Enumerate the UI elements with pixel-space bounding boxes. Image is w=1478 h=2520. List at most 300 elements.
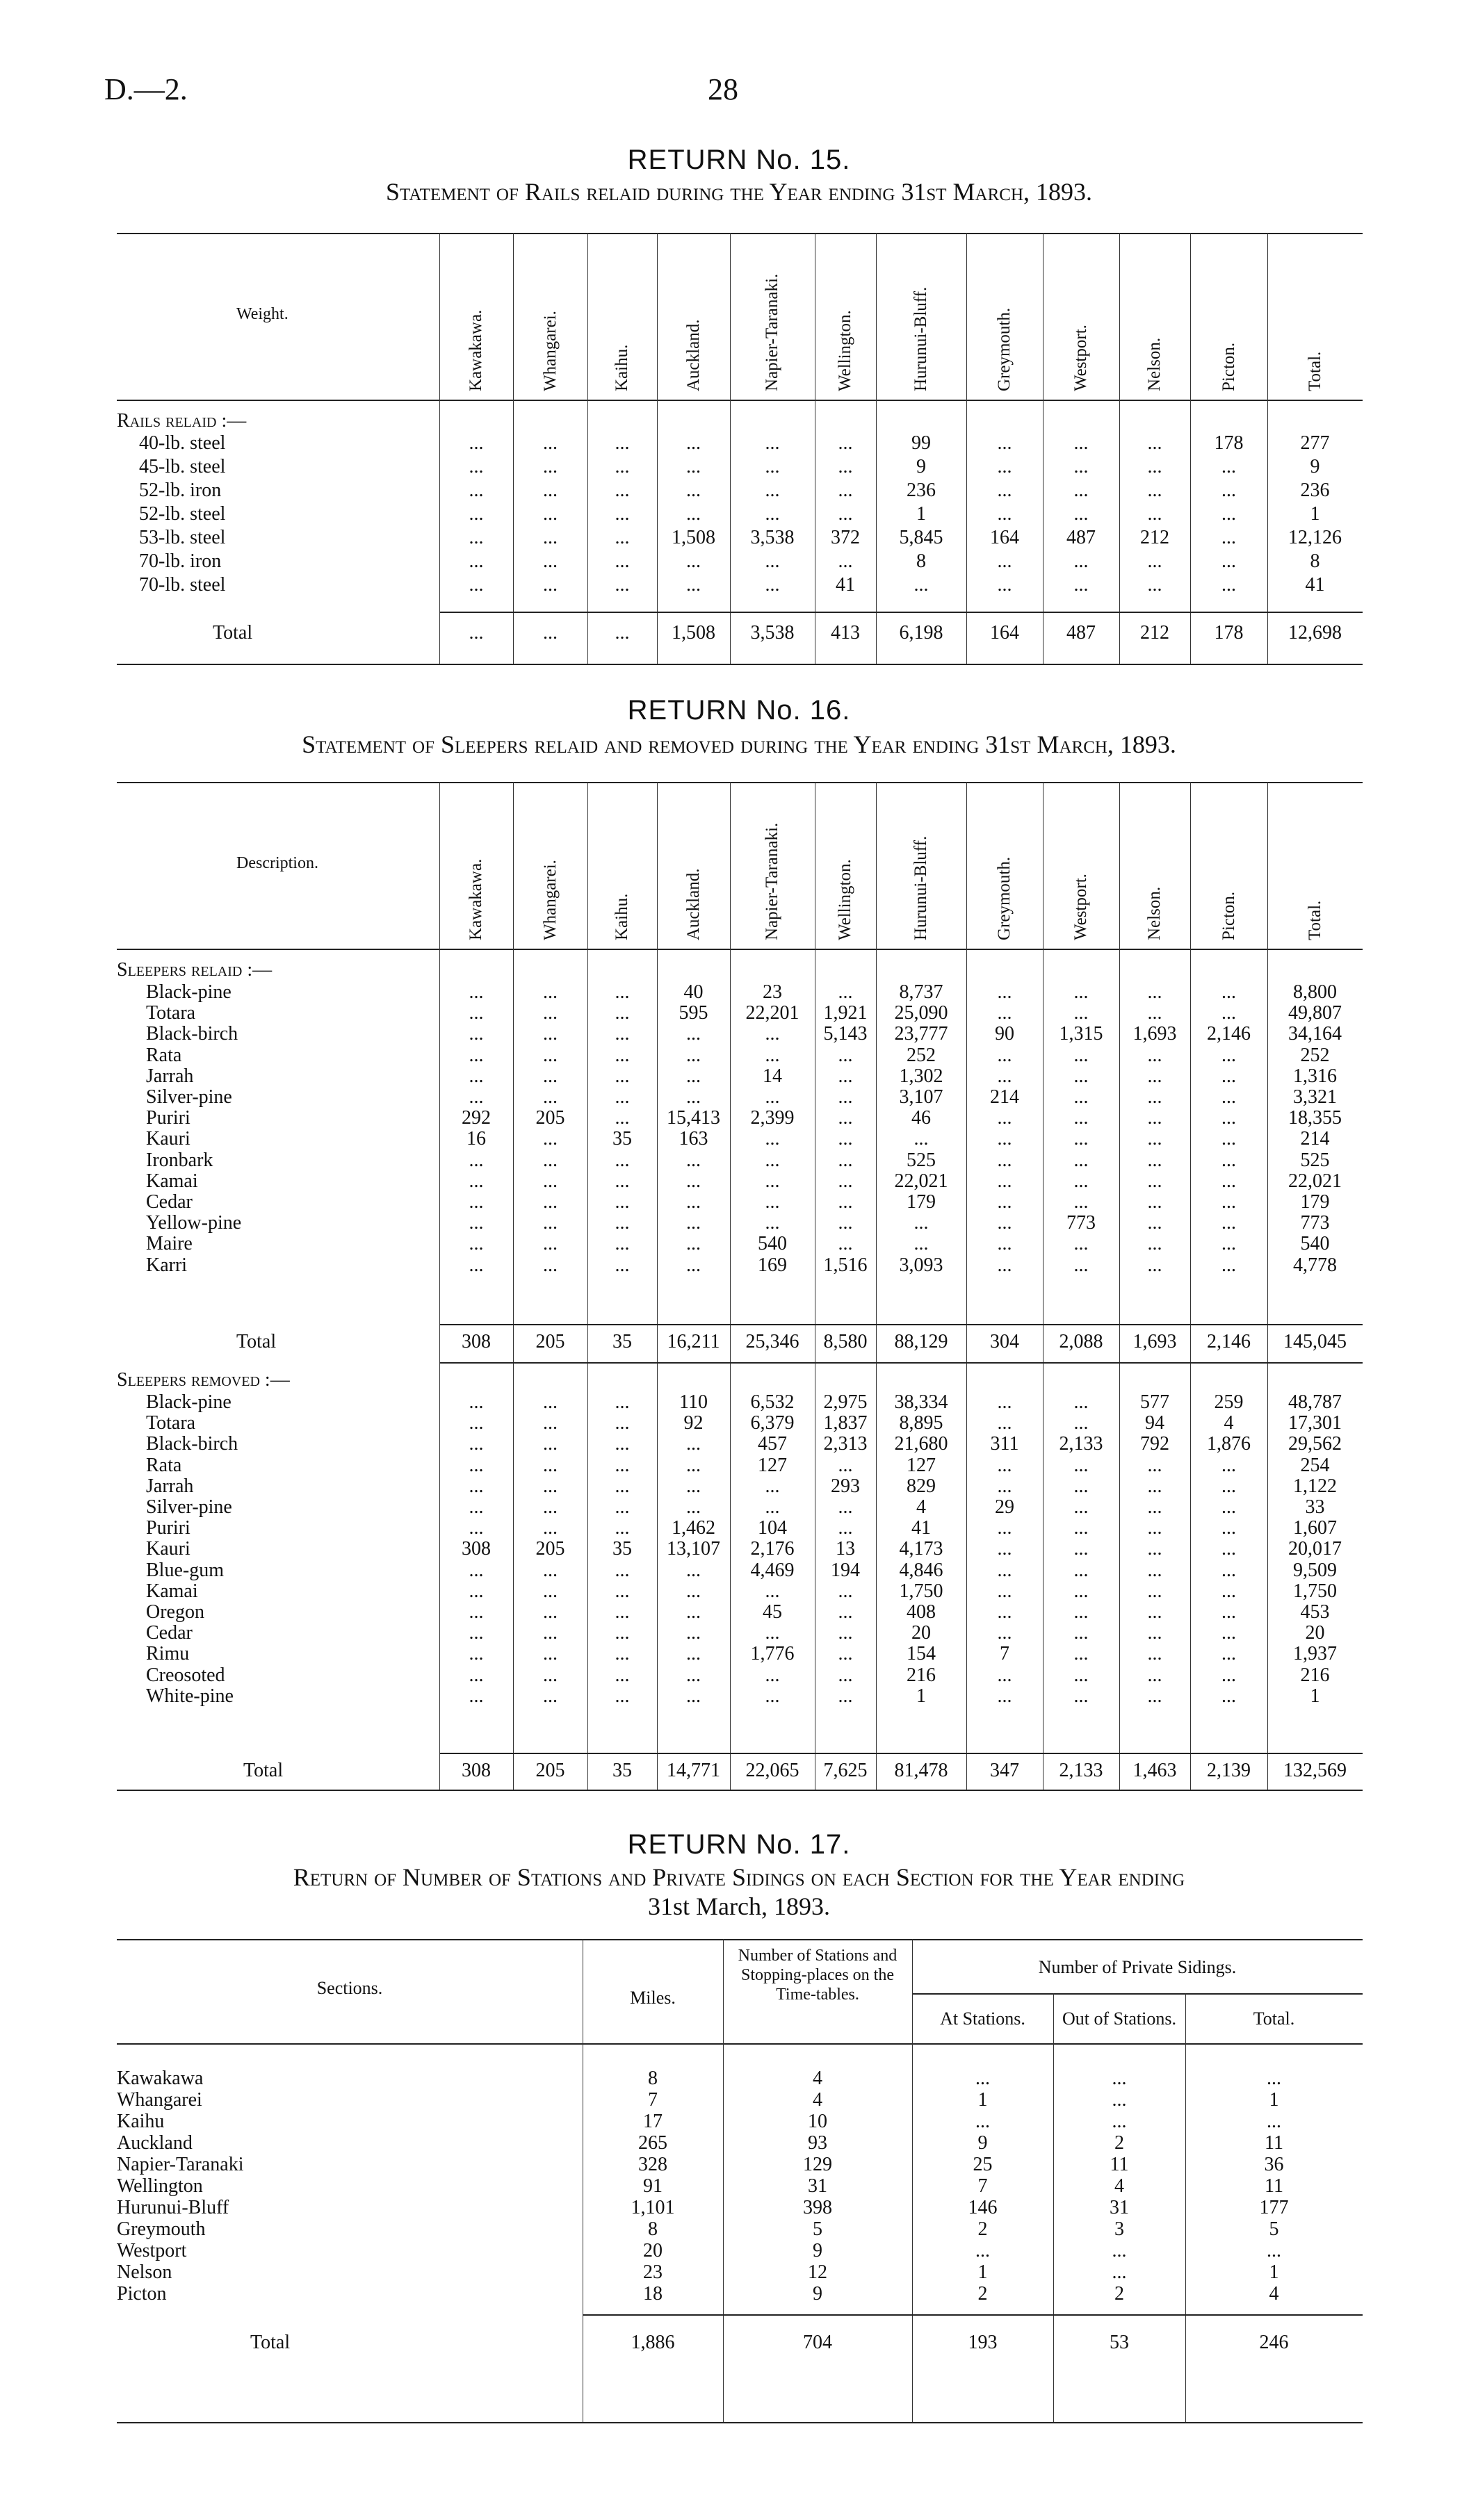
removed-row-cell: ...	[686, 1433, 701, 1455]
section-row-cell: ...	[1112, 2111, 1127, 2132]
relaid-row-cell: ...	[997, 1002, 1012, 1024]
rails-total-cell: 487	[1066, 622, 1096, 644]
removed-row-cell: 13,107	[667, 1538, 720, 1560]
relaid-row-cell: ...	[469, 1191, 484, 1213]
removed-row-cell: ...	[1073, 1601, 1089, 1623]
relaid-row-cell: ...	[686, 1254, 701, 1276]
relaid-row-cell: ...	[543, 1086, 558, 1108]
return-17-title: RETURN No. 17.	[627, 1829, 851, 1860]
removed-row-cell: 94	[1145, 1412, 1164, 1434]
section-row-cell: ...	[1112, 2089, 1127, 2111]
rails-row-cell: ...	[765, 503, 780, 525]
column-header-2: Whangarei.	[540, 311, 560, 391]
section-row-cell: 31	[808, 2175, 827, 2197]
relaid-row-cell: ...	[615, 1086, 630, 1108]
relaid-row-cell: 179	[907, 1191, 936, 1213]
rails-row-cell: ...	[765, 432, 780, 454]
relaid-row-cell: 214	[990, 1086, 1019, 1108]
relaid-row-cell: ...	[1221, 981, 1236, 1003]
section-row-cell: 7	[648, 2089, 658, 2111]
section-row-cell: 4	[1114, 2175, 1124, 2197]
relaid-row-cell: ...	[1221, 1086, 1236, 1108]
relaid-row-cell: 2,399	[750, 1107, 795, 1129]
removed-row-cell: 2,133	[1059, 1433, 1103, 1455]
relaid-row-cell: ...	[1073, 1170, 1089, 1192]
removed-row-cell: ...	[838, 1622, 853, 1644]
removed-row-cell: ...	[997, 1685, 1012, 1707]
relaid-row-cell: ...	[838, 1170, 853, 1192]
relaid-row-cell: 34,164	[1288, 1023, 1342, 1045]
column-header-10: Nelson.	[1145, 886, 1164, 940]
relaid-row-cell: ...	[686, 1023, 701, 1045]
page-header	[0, 66, 1478, 122]
removed-row-cell: 13	[836, 1538, 855, 1560]
relaid-row-cell: 90	[995, 1023, 1014, 1045]
rails-row-cell: ...	[997, 574, 1012, 596]
removed-row-cell: ...	[686, 1454, 701, 1476]
removed-row-cell: ...	[838, 1664, 853, 1686]
rails-row-cell: 5,845	[899, 527, 943, 548]
column-header-7: Hurunui-Bluff.	[911, 286, 930, 391]
relaid-row-cell: ...	[543, 1002, 558, 1024]
column-header-12: Total.	[1305, 351, 1324, 391]
relaid-row-cell: ...	[1147, 1191, 1162, 1213]
removed-row-cell: ...	[543, 1559, 558, 1581]
relaid-row-cell: ...	[1221, 1107, 1236, 1129]
row-label: Jarrah	[146, 1475, 194, 1497]
relaid-row-cell: ...	[1221, 1065, 1236, 1087]
section-label: Greymouth	[117, 2218, 206, 2240]
removed-row-cell: ...	[469, 1559, 484, 1581]
removed-row-cell: ...	[469, 1391, 484, 1413]
relaid-row-cell: ...	[913, 1233, 929, 1255]
private-sidings-rule	[912, 1993, 1363, 1995]
header-rule	[117, 400, 1363, 401]
section-label: Wellington	[117, 2175, 203, 2197]
relaid-total-cell: 1,693	[1132, 1331, 1177, 1352]
removed-row-cell: 127	[758, 1454, 787, 1476]
row-label: Rata	[146, 1044, 182, 1066]
rails-row-cell: 1,508	[672, 527, 715, 548]
relaid-row-cell: 1,302	[899, 1065, 943, 1087]
removed-row-cell: 2,176	[750, 1538, 795, 1560]
relaid-row-cell: 1,316	[1293, 1065, 1337, 1087]
section-label: Hurunui-Bluff	[117, 2197, 229, 2218]
rails-row-cell: ...	[1073, 550, 1089, 572]
column-header-11: Picton.	[1219, 342, 1238, 391]
relaid-row-cell: ...	[469, 1149, 484, 1171]
relaid-row-cell: ...	[765, 1023, 780, 1045]
section-row-cell: 328	[638, 2154, 667, 2175]
row-label: 70-lb. iron	[139, 550, 222, 572]
removed-row-cell: 2,313	[823, 1433, 868, 1455]
relaid-row-cell: 16	[466, 1128, 486, 1150]
section-row-cell: 17	[643, 2111, 663, 2132]
sections-header: Sections.	[316, 1978, 383, 1998]
removed-row-cell: ...	[469, 1643, 484, 1665]
removed-row-cell: ...	[1073, 1664, 1089, 1686]
section-row-cell: 5	[1269, 2218, 1279, 2240]
relaid-row-cell: ...	[838, 1107, 853, 1129]
removed-row-cell: ...	[1073, 1391, 1089, 1413]
row-label: 45-lb. steel	[139, 456, 226, 477]
relaid-row-cell: 8,800	[1293, 981, 1337, 1003]
total-rule	[439, 1324, 1363, 1325]
removed-row-cell: ...	[997, 1412, 1012, 1434]
relaid-total-cell: 35	[612, 1331, 632, 1352]
removed-row-cell: ...	[1221, 1643, 1236, 1665]
relaid-row-cell: ...	[1221, 1191, 1236, 1213]
total-label: Total	[250, 2332, 291, 2353]
rails-row-cell: ...	[997, 456, 1012, 477]
relaid-total-cell: 16,211	[667, 1331, 720, 1352]
rails-row-cell: ...	[997, 503, 1012, 525]
relaid-row-cell: 22,021	[1288, 1170, 1342, 1192]
rails-row-cell: 236	[1300, 480, 1330, 501]
row-label: Blue-gum	[146, 1559, 224, 1581]
rails-row-cell: ...	[838, 432, 853, 454]
removed-total-cell: 132,569	[1283, 1760, 1347, 1781]
relaid-row-cell: ...	[469, 1170, 484, 1192]
relaid-row-cell: 292	[462, 1107, 491, 1129]
relaid-row-cell: ...	[615, 1233, 630, 1255]
row-label: Creosoted	[146, 1664, 225, 1686]
rails-row-cell: 41	[836, 574, 855, 596]
relaid-row-cell: ...	[543, 1254, 558, 1276]
removed-row-cell: 457	[758, 1433, 787, 1455]
rails-row-cell: ...	[1147, 432, 1162, 454]
column-header-6: Wellington.	[836, 310, 854, 391]
removed-row-cell: 1,122	[1293, 1475, 1337, 1497]
row-label: Oregon	[146, 1601, 204, 1623]
section-row-cell: 36	[1264, 2154, 1284, 2175]
relaid-row-cell: ...	[615, 1191, 630, 1213]
removed-row-cell: ...	[1147, 1538, 1162, 1560]
column-header-5: Napier-Taranaki.	[763, 822, 781, 940]
removed-row-cell: 104	[758, 1517, 787, 1539]
removed-row-cell: 6,532	[750, 1391, 795, 1413]
removed-row-cell: ...	[686, 1685, 701, 1707]
return-15-title: RETURN No. 15.	[627, 145, 851, 175]
relaid-row-cell: 1,921	[823, 1002, 868, 1024]
column-header-1: Kawakawa.	[466, 309, 485, 391]
header-rule	[117, 949, 1363, 950]
removed-row-cell: ...	[469, 1454, 484, 1476]
removed-row-cell: ...	[1221, 1622, 1236, 1644]
relaid-row-cell: 1,693	[1132, 1023, 1177, 1045]
relaid-row-cell: ...	[1147, 981, 1162, 1003]
row-label: Kamai	[146, 1580, 198, 1602]
removed-row-cell: 7	[1000, 1643, 1009, 1665]
rails-row-cell: ...	[1073, 480, 1089, 501]
row-label: Ironbark	[146, 1149, 213, 1171]
relaid-row-cell: ...	[615, 1044, 630, 1066]
relaid-row-cell: 3,093	[899, 1254, 943, 1276]
column-header-11: Picton.	[1219, 891, 1238, 940]
relaid-row-cell: ...	[765, 1191, 780, 1213]
relaid-row-cell: ...	[1147, 1149, 1162, 1171]
row-header-label: Description.	[236, 854, 318, 872]
removed-row-cell: ...	[543, 1622, 558, 1644]
relaid-row-cell: ...	[838, 1044, 853, 1066]
relaid-row-cell: ...	[838, 1128, 853, 1150]
relaid-row-cell: ...	[765, 1149, 780, 1171]
relaid-row-cell: 3,107	[899, 1086, 943, 1108]
rails-row-cell: 164	[990, 527, 1019, 548]
relaid-row-cell: ...	[997, 1044, 1012, 1066]
relaid-total-cell: 88,129	[894, 1331, 948, 1352]
rails-row-cell: 9	[916, 456, 926, 477]
removed-row-cell: ...	[1073, 1559, 1089, 1581]
section-row-cell: ...	[975, 2068, 990, 2089]
relaid-total-cell: 8,580	[823, 1331, 868, 1352]
rails-row-cell: ...	[913, 574, 929, 596]
removed-row-cell: ...	[765, 1622, 780, 1644]
relaid-row-cell: ...	[615, 1023, 630, 1045]
section-row-cell: 10	[808, 2111, 827, 2132]
total-rule	[439, 1753, 1363, 1754]
relaid-row-cell: 2,146	[1207, 1023, 1251, 1045]
relaid-row-cell: ...	[1221, 1212, 1236, 1234]
section-row-cell: 1,101	[631, 2197, 675, 2218]
removed-row-cell: ...	[615, 1517, 630, 1539]
group-label: Rails relaid :—	[117, 410, 247, 432]
removed-row-cell: ...	[765, 1496, 780, 1518]
removed-row-cell: 41	[911, 1517, 931, 1539]
removed-row-cell: ...	[615, 1601, 630, 1623]
column-header-10: Nelson.	[1145, 337, 1164, 391]
table-bottom-rule	[117, 1790, 1363, 1791]
relaid-row-cell: ...	[913, 1212, 929, 1234]
removed-total-cell: 7,625	[823, 1760, 868, 1781]
rails-row-cell: 372	[831, 527, 860, 548]
removed-row-cell: ...	[469, 1496, 484, 1518]
relaid-row-cell: ...	[838, 1212, 853, 1234]
relaid-row-cell: 163	[679, 1128, 708, 1150]
relaid-row-cell: ...	[469, 1086, 484, 1108]
row-label: Karri	[146, 1254, 188, 1276]
removed-row-cell: 48,787	[1288, 1391, 1342, 1413]
section-row-cell: ...	[1112, 2068, 1127, 2089]
rails-row-cell: ...	[469, 550, 484, 572]
removed-row-cell: ...	[765, 1664, 780, 1686]
rails-row-cell: ...	[469, 527, 484, 548]
section-label: Kaihu	[117, 2111, 165, 2132]
removed-total-cell: 205	[535, 1760, 565, 1781]
relaid-row-cell: 252	[1300, 1044, 1330, 1066]
removed-row-cell: 308	[462, 1538, 491, 1560]
removed-row-cell: ...	[686, 1580, 701, 1602]
removed-row-cell: ...	[1147, 1664, 1162, 1686]
removed-row-cell: ...	[686, 1475, 701, 1497]
removed-row-cell: 154	[907, 1643, 936, 1665]
relaid-row-cell: ...	[1147, 1233, 1162, 1255]
rails-row-cell: ...	[1221, 574, 1236, 596]
relaid-row-cell: ...	[765, 1128, 780, 1150]
relaid-row-cell: ...	[1221, 1128, 1236, 1150]
removed-row-cell: ...	[1147, 1475, 1162, 1497]
removed-row-cell: 205	[535, 1538, 565, 1560]
removed-row-cell: ...	[1147, 1559, 1162, 1581]
relaid-total-cell: 205	[535, 1331, 565, 1352]
removed-row-cell: ...	[997, 1559, 1012, 1581]
section-label: Kawakawa	[117, 2068, 204, 2089]
removed-row-cell: ...	[838, 1685, 853, 1707]
removed-row-cell: ...	[615, 1559, 630, 1581]
rails-total-cell: ...	[543, 622, 558, 644]
relaid-row-cell: 3,321	[1293, 1086, 1337, 1108]
removed-row-cell: 453	[1300, 1601, 1330, 1623]
column-header-9: Westport.	[1071, 874, 1090, 940]
rails-row-cell: ...	[469, 456, 484, 477]
section-row-cell: ...	[975, 2111, 990, 2132]
rails-total-cell: ...	[615, 622, 630, 644]
private-sidings-header: Number of Private Sidings.	[1038, 1957, 1237, 1977]
section-row-cell: ...	[1112, 2240, 1127, 2261]
relaid-row-cell: ...	[1221, 1170, 1236, 1192]
removed-row-cell: ...	[686, 1664, 701, 1686]
removed-row-cell: ...	[686, 1559, 701, 1581]
removed-row-cell: ...	[615, 1391, 630, 1413]
removed-row-cell: ...	[1073, 1685, 1089, 1707]
section-label: Whangarei	[117, 2089, 202, 2111]
removed-row-cell: ...	[469, 1580, 484, 1602]
relaid-row-cell: ...	[469, 1044, 484, 1066]
row-label: Black-birch	[146, 1023, 238, 1045]
relaid-row-cell: ...	[686, 1065, 701, 1087]
relaid-row-cell: ...	[1073, 1107, 1089, 1129]
relaid-row-cell: ...	[469, 1212, 484, 1234]
row-label: Puriri	[146, 1517, 190, 1539]
removed-total-cell: 81,478	[894, 1760, 948, 1781]
removed-row-cell: ...	[838, 1517, 853, 1539]
section-label: Westport	[117, 2240, 187, 2261]
relaid-row-cell: ...	[686, 1233, 701, 1255]
relaid-total-cell: 2,088	[1059, 1331, 1103, 1352]
removed-row-cell: 254	[1300, 1454, 1330, 1476]
removed-row-cell: ...	[838, 1454, 853, 1476]
section-row-cell: 2	[977, 2283, 988, 2305]
section-row-cell: 4	[1269, 2283, 1279, 2305]
removed-row-cell: ...	[469, 1475, 484, 1497]
relaid-total-cell: 145,045	[1283, 1331, 1347, 1352]
removed-row-cell: ...	[1147, 1601, 1162, 1623]
relaid-row-cell: ...	[686, 1086, 701, 1108]
removed-row-cell: ...	[1147, 1454, 1162, 1476]
section-row-cell: 3	[1114, 2218, 1124, 2240]
relaid-row-cell: ...	[1073, 1002, 1089, 1024]
relaid-row-cell: 214	[1300, 1128, 1330, 1150]
relaid-row-cell: ...	[838, 1191, 853, 1213]
section-row-cell: 146	[968, 2197, 998, 2218]
rails-row-cell: 8	[916, 550, 926, 572]
relaid-row-cell: ...	[1073, 1191, 1089, 1213]
removed-row-cell: ...	[838, 1601, 853, 1623]
section-row-cell: 91	[643, 2175, 663, 2197]
removed-row-cell: 259	[1214, 1391, 1244, 1413]
removed-row-cell: ...	[469, 1622, 484, 1644]
section-row-cell: 20	[643, 2240, 663, 2261]
return-17-subtitle: Return of Number of Stations and Private Sidings on each Section for the Year ending	[293, 1863, 1185, 1891]
removed-row-cell: ...	[997, 1622, 1012, 1644]
row-label: 53-lb. steel	[139, 527, 226, 548]
removed-row-cell: 1,750	[899, 1580, 943, 1602]
section-label: Nelson	[117, 2261, 172, 2283]
removed-row-cell: ...	[997, 1475, 1012, 1497]
removed-row-cell: ...	[997, 1664, 1012, 1686]
relaid-row-cell: 5,143	[823, 1023, 868, 1045]
column-header-7: Hurunui-Bluff.	[911, 835, 930, 940]
section-row-cell: 2	[1114, 2132, 1124, 2154]
relaid-row-cell: ...	[838, 1149, 853, 1171]
relaid-row-cell: 4,778	[1293, 1254, 1337, 1276]
section-row-cell: 9	[813, 2283, 822, 2305]
row-label: Yellow-pine	[146, 1212, 242, 1234]
relaid-row-cell: ...	[686, 1044, 701, 1066]
relaid-row-cell: ...	[765, 1170, 780, 1192]
section-row-cell: 4	[813, 2068, 822, 2089]
relaid-row-cell: 35	[612, 1128, 632, 1150]
removed-row-cell: ...	[1073, 1475, 1089, 1497]
relaid-row-cell: ...	[1147, 1212, 1162, 1234]
removed-row-cell: ...	[997, 1517, 1012, 1539]
relaid-row-cell: ...	[543, 1128, 558, 1150]
removed-row-cell: ...	[838, 1496, 853, 1518]
removed-row-cell: 216	[907, 1664, 936, 1686]
rails-row-cell: ...	[686, 503, 701, 525]
removed-total-cell: 2,139	[1207, 1760, 1251, 1781]
row-label: Cedar	[146, 1191, 193, 1213]
rails-row-cell: ...	[997, 480, 1012, 501]
relaid-row-cell: ...	[1147, 1254, 1162, 1276]
removed-row-cell: 20	[911, 1622, 931, 1644]
removed-row-cell: 21,680	[894, 1433, 948, 1455]
removed-row-cell: ...	[469, 1664, 484, 1686]
removed-row-cell: 1	[916, 1685, 926, 1707]
relaid-row-cell: ...	[1221, 1002, 1236, 1024]
relaid-row-cell: ...	[1221, 1233, 1236, 1255]
relaid-row-cell: ...	[469, 1233, 484, 1255]
return-16-title: RETURN No. 16.	[627, 695, 851, 726]
rails-row-cell: ...	[1073, 432, 1089, 454]
section-row-cell: 1	[1269, 2261, 1279, 2283]
table-top-rule	[117, 1939, 1363, 1940]
row-label: 40-lb. steel	[139, 432, 226, 454]
row-label: Silver-pine	[146, 1496, 232, 1518]
removed-row-cell: ...	[469, 1685, 484, 1707]
removed-row-cell: 1,937	[1293, 1643, 1337, 1665]
rails-row-cell: ...	[1147, 574, 1162, 596]
removed-row-cell: 1,776	[750, 1643, 795, 1665]
removed-row-cell: ...	[543, 1601, 558, 1623]
section-total-cell: 246	[1259, 2332, 1289, 2353]
section-row-cell: ...	[1267, 2111, 1281, 2132]
section-label: Picton	[117, 2283, 167, 2305]
page-code: D.—2.	[104, 72, 188, 106]
removed-row-cell: ...	[615, 1454, 630, 1476]
relaid-row-cell: 46	[911, 1107, 931, 1129]
rails-row-cell: 12,126	[1288, 527, 1342, 548]
section-total-cell: 193	[968, 2332, 998, 2353]
removed-row-cell: 4,846	[899, 1559, 943, 1581]
relaid-row-cell: ...	[1073, 1233, 1089, 1255]
section-row-cell: 8	[648, 2068, 658, 2089]
removed-total-cell: 35	[612, 1760, 632, 1781]
removed-row-cell: ...	[686, 1601, 701, 1623]
section-row-cell: 1	[977, 2261, 988, 2283]
rails-row-cell: ...	[1147, 503, 1162, 525]
relaid-row-cell: 40	[683, 981, 704, 1003]
